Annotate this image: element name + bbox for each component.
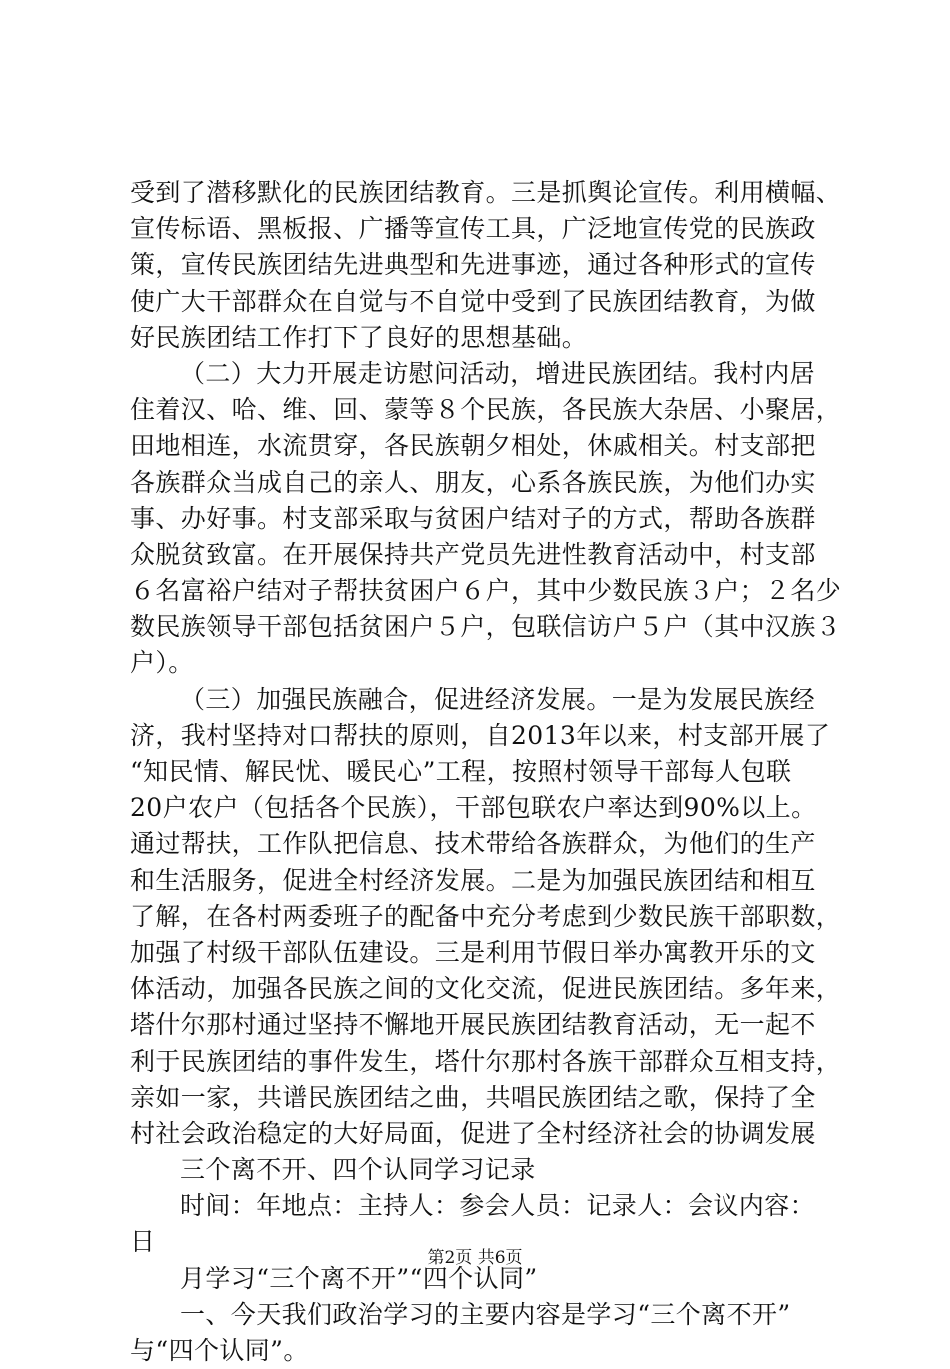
text-line: 加强了村级干部队伍建设。三是利用节假日举办寓教开乐的文 [130, 937, 816, 967]
text-line: （二）大力开展走访慰问活动，增进民族团结。我村内居 [180, 358, 816, 388]
text-line: 各族群众当成自己的亲人、朋友，心系各族民族，为他们办实 [130, 467, 816, 497]
text-line: 济，我村坚持对口帮扶的原则，自2013年以来，村支部开展了 [130, 720, 831, 750]
text-line: 通过帮扶，工作队把信息、技术带给各族群众，为他们的生产 [130, 829, 816, 859]
text-line: 宣传标语、黑板报、广播等宣传工具，广泛地宣传党的民族政 [130, 214, 816, 244]
text-line: 村社会政治稳定的大好局面，促进了全村经济社会的协调发展 [130, 1118, 816, 1148]
text-line: 月学习“三个离不开”“四个认同” [180, 1263, 538, 1293]
text-line: 与“四个认同”。 [130, 1336, 309, 1365]
text-line: 户）。 [130, 648, 194, 678]
text-line: 时间：年地点：主持人：参会人员：记录人：会议内容： [180, 1191, 816, 1221]
text-line: 田地相连，水流贯穿，各民族朝夕相处，休戚相关。村支部把 [130, 431, 816, 461]
text-line: 塔什尔那村通过坚持不懈地开展民族团结教育活动，无一起不 [130, 1010, 816, 1040]
text-line: 三个离不开、四个认同学习记录 [180, 1155, 536, 1185]
text-line: 利于民族团结的事件发生，塔什尔那村各族干部群众互相支持， [130, 1046, 842, 1076]
text-line: （三）加强民族融合，促进经济发展。一是为发展民族经 [180, 684, 816, 714]
text-line: 使广大干部群众在自觉与不自觉中受到了民族团结教育，为做 [130, 286, 816, 316]
text-line: 住着汉、哈、维、回、蒙等８个民族，各民族大杂居、小聚居， [130, 395, 842, 425]
text-line: 众脱贫致富。在开展保持共产党员先进性教育活动中，村支部 [130, 539, 816, 569]
text-line: 亲如一家，共谱民族团结之曲，共唱民族团结之歌，保持了全 [130, 1082, 816, 1112]
text-line: 策，宣传民族团结先进典型和先进事迹，通过各种形式的宣传 [130, 250, 816, 280]
text-line: 数民族领导干部包括贫困户５户，包联信访户５户（其中汉族３ [130, 612, 842, 642]
document-body [130, 175, 842, 1369]
text-line: 体活动，加强各民族之间的文化交流，促进民族团结。多年来， [130, 974, 842, 1004]
page-footer: 第2页 共6页 [427, 1248, 523, 1268]
text-line: 受到了潜移默化的民族团结教育。三是抓舆论宣传。利用横幅、 [130, 178, 842, 207]
text-line: 20户农户（包括各个民族），干部包联农户率达到90%以上。 [130, 793, 817, 823]
text-line: 日 [130, 1227, 156, 1257]
text-line: “知民情、解民忧、暖民心”工程，按照村领导干部每人包联 [130, 757, 792, 786]
text-line: 了解，在各村两委班子的配备中充分考虑到少数民族干部职数， [130, 901, 842, 931]
text-line: 好民族团结工作打下了良好的思想基础。 [130, 322, 588, 352]
text-line: 和生活服务，促进全村经济发展。二是为加强民族团结和相互 [130, 865, 816, 895]
text-line: 事、办好事。村支部采取与贫困户结对子的方式，帮助各族群 [130, 503, 816, 533]
text-line: ６名富裕户结对子帮扶贫困户６户，其中少数民族３户；２名少 [130, 576, 842, 606]
text-line: 一、今天我们政治学习的主要内容是学习“三个离不开” [180, 1299, 791, 1329]
